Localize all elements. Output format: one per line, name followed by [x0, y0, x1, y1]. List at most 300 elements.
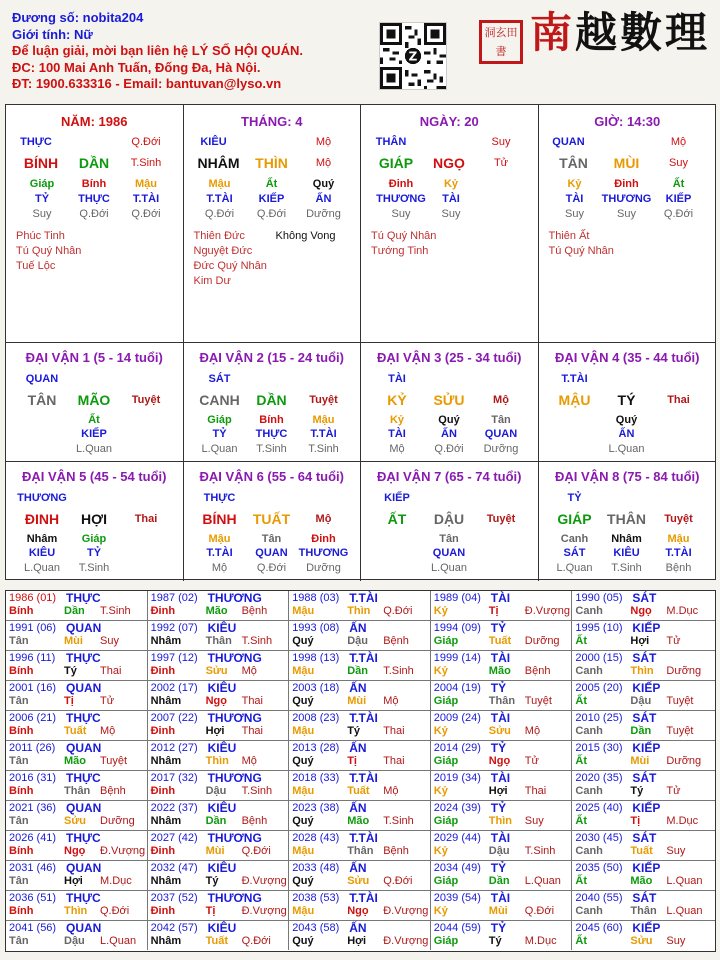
hidden-stem: Mậu: [135, 178, 157, 190]
year-cell[interactable]: [572, 681, 714, 710]
branch-status: Mộ: [315, 157, 332, 169]
year-ten-god: ẤN: [349, 861, 367, 875]
year-label: 2031 (46): [9, 862, 57, 874]
hidden-status: Mộ: [389, 443, 405, 455]
year-cell[interactable]: [289, 591, 431, 620]
cycle-stem: ĐINH: [24, 511, 60, 527]
cycle-god: T.TÀI: [561, 373, 588, 385]
year-label: 2040 (55): [575, 892, 623, 904]
hidden-status: Dưỡng: [306, 208, 341, 220]
year-status: T.Sinh: [100, 605, 131, 617]
year-row: [6, 891, 715, 921]
hidden-god: THƯƠNG: [601, 193, 652, 205]
year-cell[interactable]: [6, 861, 148, 890]
year-cell[interactable]: [289, 711, 431, 740]
star: Tú Quý Nhân: [16, 245, 82, 257]
hidden-stem: Đinh: [388, 178, 414, 190]
year-branch: Tý: [488, 935, 502, 947]
year-cell[interactable]: [431, 681, 573, 710]
year-ten-god: KIẾP: [632, 921, 661, 935]
year-cell[interactable]: [572, 591, 714, 620]
year-cell[interactable]: [289, 621, 431, 650]
year-stem: Đinh: [150, 905, 176, 917]
year-stem: Tân: [9, 635, 29, 647]
year-branch: Hợi: [347, 935, 367, 947]
year-stem: Mậu: [292, 845, 315, 857]
year-branch: Hợi: [64, 875, 83, 887]
year-branch: Hợi: [630, 635, 650, 647]
year-label: 2002 (17): [150, 682, 198, 694]
year-status: Thai: [524, 785, 547, 797]
year-row: [6, 831, 715, 861]
year-row: [6, 771, 715, 801]
year-branch: Mão: [64, 755, 86, 767]
year-cell[interactable]: [148, 591, 290, 620]
extra-star: Không Vong: [275, 230, 336, 242]
ten-god: THÂN: [375, 136, 407, 148]
year-branch: Thìn: [630, 665, 654, 677]
year-cell[interactable]: [289, 681, 431, 710]
hidden-stem: Quý: [312, 178, 335, 190]
year-status: Đ.Vượng: [100, 845, 146, 857]
year-status: Mộ: [241, 755, 257, 767]
pillar-2: [184, 105, 362, 343]
year-label: 1996 (11): [9, 652, 56, 664]
year-stem: Giáp: [433, 695, 459, 707]
year-stem: Nhâm: [150, 935, 182, 947]
year-cell[interactable]: [572, 921, 714, 950]
bazi-chart: [5, 104, 716, 580]
phone-email[interactable]: ĐT: 1900.633316 - Email: bantuvan@lyso.vn: [12, 76, 282, 91]
year-status: Suy: [524, 815, 544, 827]
year-status: Q.Đới: [100, 905, 130, 917]
year-cell[interactable]: [572, 741, 714, 770]
year-status: T.Sinh: [383, 815, 414, 827]
year-stem: Bính: [9, 905, 34, 917]
year-stem: Canh: [575, 905, 603, 917]
year-label: 2032 (47): [150, 862, 198, 874]
year-status: Đ.Vượng: [383, 935, 429, 947]
year-cell[interactable]: [572, 861, 714, 890]
year-status: Đ.Vượng: [383, 905, 429, 917]
year-cell[interactable]: [289, 771, 431, 800]
year-cell[interactable]: [6, 831, 148, 860]
year-cell[interactable]: [431, 891, 573, 920]
year-ten-god: THƯƠNG: [207, 711, 262, 725]
year-stem: Kỷ: [433, 845, 448, 857]
year-ten-god: KIÊU: [207, 921, 237, 935]
year-cell[interactable]: [6, 711, 148, 740]
year-cell[interactable]: [572, 651, 714, 680]
year-status: Suy: [666, 845, 686, 857]
earthly-branch: MÙI: [613, 155, 640, 171]
great-cycle-7[interactable]: [361, 462, 539, 581]
year-ten-god: KIÊU: [207, 861, 237, 875]
year-status: Tuyệt: [524, 695, 552, 707]
year-status: Tử: [666, 785, 681, 797]
year-cell[interactable]: [289, 651, 431, 680]
year-branch: Hợi: [205, 725, 225, 737]
year-stem: Giáp: [433, 815, 459, 827]
year-status: Thai: [383, 755, 405, 767]
year-status: Bệnh: [100, 785, 126, 797]
year-label: 2045 (60): [575, 922, 623, 934]
year-label: 2004 (19): [433, 682, 481, 694]
hidden-god: KIÊU: [28, 547, 56, 559]
year-status: Đ.Vượng: [241, 875, 287, 887]
year-stem: Đinh: [150, 845, 176, 857]
year-cell[interactable]: [289, 801, 431, 830]
year-cell[interactable]: [431, 921, 573, 950]
year-ten-god: SÁT: [632, 891, 657, 905]
hidden-status: Suy: [617, 208, 636, 220]
year-branch: Ngọ: [488, 755, 511, 767]
year-ten-god: SÁT: [632, 591, 657, 605]
year-cell[interactable]: [148, 681, 290, 710]
pillar-status: Mộ: [315, 136, 332, 148]
hidden-god: TỶ: [86, 547, 102, 559]
svg-text:Z: Z: [408, 49, 418, 64]
hidden-status: Q.Đới: [204, 208, 235, 220]
cycle-god: QUAN: [25, 373, 59, 385]
hidden-status: Q.Đới: [256, 208, 287, 220]
year-cell[interactable]: [6, 741, 148, 770]
cycle-stem: GIÁP: [557, 511, 592, 527]
star: Tú Quý Nhân: [371, 230, 437, 242]
year-stem: Ất: [575, 635, 587, 647]
star: Thiên Ất: [548, 230, 590, 242]
great-cycle-8[interactable]: [539, 462, 717, 581]
year-branch: Mùi: [64, 635, 83, 647]
year-label: 2033 (48): [292, 862, 340, 874]
branch-status: Suy: [669, 157, 688, 169]
hidden-god: TÀI: [565, 193, 584, 205]
hidden-stem: Ất: [265, 178, 278, 190]
year-ten-god: ẤN: [349, 741, 367, 755]
year-cell[interactable]: [148, 651, 290, 680]
owner-name: Đương số: nobita204: [12, 10, 144, 25]
year-ten-god: T.TÀI: [349, 891, 378, 905]
cycle-branch: TÝ: [617, 392, 636, 408]
hidden-stem: Giáp: [81, 533, 107, 545]
year-branch: Tị: [64, 695, 74, 707]
year-label: 1992 (07): [150, 622, 198, 634]
hidden-stem: Nhâm: [611, 533, 642, 545]
year-cell[interactable]: [6, 591, 148, 620]
year-cell[interactable]: [6, 681, 148, 710]
ten-god: THỰC: [20, 136, 52, 148]
year-label: 2000 (15): [575, 652, 623, 664]
hidden-god: THƯƠNG: [376, 193, 426, 205]
cycle-branch: SỬU: [433, 392, 465, 408]
year-cell[interactable]: [431, 621, 573, 650]
year-status: Q.Đới: [241, 845, 271, 857]
branch-status: Tử: [493, 157, 509, 169]
year-cell[interactable]: [148, 711, 290, 740]
year-branch: Ngọ: [205, 695, 227, 707]
heavenly-stem: GIÁP: [378, 155, 414, 171]
year-branch: Dậu: [205, 785, 227, 797]
year-ten-god: T.TÀI: [349, 651, 378, 665]
year-status: L.Quan: [100, 935, 137, 947]
cycle-branch: HỢI: [81, 511, 107, 527]
hidden-god: THỰC: [78, 193, 110, 205]
year-status: M.Dục: [100, 875, 132, 887]
brand-logo: [530, 10, 710, 56]
year-ten-god: ẤN: [349, 681, 367, 695]
year-cell[interactable]: [431, 741, 573, 770]
year-cell[interactable]: [431, 801, 573, 830]
year-ten-god: TÀI: [490, 651, 511, 665]
hidden-status: L.Quan: [430, 562, 468, 574]
hidden-stem: Quý: [438, 414, 460, 426]
cycle-title: ĐẠI VẬN 2 (15 - 24 tuổi): [199, 350, 344, 365]
cycle-stem: TÂN: [27, 392, 57, 408]
year-branch: Thân: [64, 785, 91, 797]
year-cell[interactable]: [148, 801, 290, 830]
year-stem: Quý: [292, 695, 314, 707]
cycle-god: THƯƠNG: [17, 492, 67, 504]
cycle-god: TỶ: [567, 492, 582, 504]
year-status: Tuyệt: [100, 755, 128, 767]
pillar-title: THÁNG: 4: [241, 114, 303, 129]
year-cell[interactable]: [572, 891, 714, 920]
year-label: 1993 (08): [292, 622, 340, 634]
year-cell[interactable]: [572, 771, 714, 800]
hidden-stem: Nhâm: [26, 533, 58, 545]
hidden-stem: Quý: [615, 414, 638, 426]
year-branch: Tý: [64, 665, 77, 677]
year-cell[interactable]: [148, 861, 290, 890]
cycle-stem: BÍNH: [202, 511, 237, 527]
year-branch: Mùi: [347, 695, 367, 707]
year-branch: Thìn: [64, 905, 88, 917]
year-stem: Canh: [575, 725, 603, 737]
year-stem: Giáp: [433, 755, 459, 767]
year-ten-god: TỶ: [490, 621, 507, 635]
hidden-stem: Kỷ: [567, 178, 582, 190]
year-cell[interactable]: [572, 831, 714, 860]
year-cell[interactable]: [6, 921, 148, 950]
year-stem: Kỷ: [433, 605, 448, 617]
hidden-stem: Tân: [439, 533, 459, 545]
year-ten-god: KIẾP: [632, 621, 661, 635]
year-cell[interactable]: [289, 861, 431, 890]
year-status: Thai: [241, 725, 263, 737]
year-label: 1990 (05): [575, 592, 623, 604]
year-status: T.Sinh: [241, 785, 273, 797]
year-status: Suy: [100, 635, 119, 647]
year-ten-god: KIẾP: [632, 741, 661, 755]
hidden-stem: Ất: [88, 414, 100, 426]
hidden-god: QUAN: [484, 428, 518, 440]
year-stem: Kỷ: [433, 725, 448, 737]
year-ten-god: TỶ: [490, 681, 507, 695]
year-ten-god: SÁT: [632, 831, 657, 845]
year-cell[interactable]: [289, 891, 431, 920]
qr-code-icon[interactable]: [379, 22, 447, 90]
year-ten-god: T.TÀI: [349, 831, 378, 845]
year-cell[interactable]: [572, 621, 714, 650]
year-cell[interactable]: [148, 921, 290, 950]
year-branch: Mão: [347, 815, 370, 827]
year-cell[interactable]: [572, 711, 714, 740]
hidden-god: TỶ: [212, 428, 227, 440]
year-status: Thai: [241, 695, 263, 707]
pillar-status: Suy: [491, 136, 511, 148]
year-ten-god: KIÊU: [207, 741, 237, 755]
year-cell[interactable]: [289, 831, 431, 860]
year-label: 2024 (39): [433, 802, 481, 814]
hidden-status: Q.Đới: [663, 208, 694, 220]
hidden-status: Dưỡng: [306, 562, 341, 574]
year-branch: Sửu: [347, 875, 370, 887]
year-branch: Tuất: [64, 725, 87, 737]
year-cell[interactable]: [148, 741, 290, 770]
year-stem: Mậu: [292, 725, 315, 737]
great-cycle-4[interactable]: [539, 343, 717, 462]
year-label: 2012 (27): [150, 742, 198, 754]
year-branch: Thân: [488, 695, 516, 707]
ten-god: KIÊU: [200, 136, 227, 148]
year-label: 2020 (35): [575, 772, 623, 784]
year-stem: Ất: [575, 755, 587, 767]
year-ten-god: THƯƠNG: [207, 831, 262, 845]
year-cell[interactable]: [148, 891, 290, 920]
year-branch: Dần: [488, 875, 510, 887]
year-status: M.Dục: [666, 815, 699, 827]
year-stem: Mậu: [292, 665, 315, 677]
great-cycle-6[interactable]: [184, 462, 362, 581]
star: Đức Quý Nhân: [193, 260, 267, 272]
year-status: Dưỡng: [524, 635, 560, 647]
year-ten-god: TÀI: [490, 711, 511, 725]
year-stem: Ất: [575, 875, 587, 887]
pillar-1: [6, 105, 184, 343]
year-cell[interactable]: [148, 831, 290, 860]
year-label: 1987 (02): [150, 592, 198, 604]
hidden-status: Mộ: [211, 562, 228, 574]
year-cell[interactable]: [6, 801, 148, 830]
year-label: 2021 (36): [9, 802, 57, 814]
star: Phúc Tinh: [16, 230, 65, 242]
year-stem: Kỷ: [433, 665, 448, 677]
year-stem: Nhâm: [150, 695, 182, 707]
year-cell[interactable]: [289, 921, 431, 950]
year-stem: Bính: [9, 725, 34, 737]
year-ten-god: ẤN: [349, 621, 367, 635]
year-cell[interactable]: [431, 591, 573, 620]
year-status: Mộ: [524, 725, 541, 737]
hidden-stem: Bính: [81, 178, 107, 190]
year-branch: Tuất: [205, 935, 228, 947]
year-status: Mộ: [241, 665, 257, 677]
year-branch: Ngọ: [64, 845, 86, 857]
hidden-god: ẤN: [618, 428, 635, 440]
year-cell[interactable]: [148, 621, 290, 650]
year-stem: Tân: [9, 875, 29, 887]
year-status: Bệnh: [241, 815, 268, 827]
year-cell[interactable]: [431, 831, 573, 860]
year-status: Q.Đới: [383, 875, 413, 887]
hidden-status: L.Quan: [201, 443, 238, 455]
year-branch: Dậu: [488, 845, 510, 857]
pillar-title: NGÀY: 20: [419, 114, 479, 129]
year-ten-god: QUAN: [66, 921, 102, 935]
year-ten-god: KIẾP: [632, 801, 661, 815]
year-label: 2027 (42): [150, 832, 198, 844]
year-status: Đ.Vượng: [241, 905, 287, 917]
header-info: [12, 10, 303, 93]
year-branch: Hợi: [488, 785, 508, 797]
hidden-god: TỶ: [34, 193, 50, 205]
year-cell[interactable]: [431, 861, 573, 890]
hidden-god: ẤN: [441, 428, 457, 440]
great-cycle-3[interactable]: [361, 343, 539, 462]
year-cell[interactable]: [431, 651, 573, 680]
hidden-stem: Giáp: [29, 178, 55, 190]
heavenly-stem: NHÂM: [197, 155, 240, 171]
year-status: Tử: [524, 755, 539, 767]
hidden-status: Q.Đới: [79, 208, 109, 220]
year-stem: Nhâm: [150, 815, 182, 827]
year-label: 2016 (31): [9, 772, 57, 784]
year-branch: Thìn: [488, 815, 513, 827]
cycle-title: ĐẠI VẬN 1 (5 - 14 tuổi): [25, 350, 163, 365]
year-status: Q.Đới: [524, 905, 555, 917]
hidden-stem: Mậu: [667, 533, 690, 545]
year-cell[interactable]: [431, 771, 573, 800]
hidden-status: T.Sinh: [611, 562, 642, 574]
earthly-branch: THÌN: [255, 155, 288, 171]
great-cycle-2[interactable]: [184, 343, 362, 462]
year-cell[interactable]: [6, 771, 148, 800]
star: Kim Dư: [193, 275, 231, 287]
year-stem: Tân: [9, 755, 29, 767]
year-branch: Thìn: [347, 605, 371, 617]
cycle-god: SÁT: [208, 373, 231, 385]
year-label: 2034 (49): [433, 862, 481, 874]
year-cell[interactable]: [148, 771, 290, 800]
cycle-status: Thai: [667, 394, 690, 406]
great-cycle-1[interactable]: [6, 343, 184, 462]
cycle-stem: KỶ: [387, 392, 407, 408]
great-cycle-5[interactable]: [6, 462, 184, 581]
year-status: Dưỡng: [666, 665, 702, 677]
cycle-stem: ẤT: [387, 511, 407, 527]
year-cell[interactable]: [6, 891, 148, 920]
year-cell[interactable]: [431, 711, 573, 740]
year-stem: Mậu: [292, 605, 315, 617]
year-stem: Nhâm: [150, 755, 182, 767]
year-ten-god: QUAN: [66, 681, 102, 695]
year-label: 2003 (18): [292, 682, 340, 694]
year-ten-god: QUAN: [66, 861, 102, 875]
year-cell[interactable]: [6, 651, 148, 680]
year-row: [6, 681, 715, 711]
year-status: Thai: [383, 725, 405, 737]
year-cell[interactable]: [572, 801, 714, 830]
year-branch: Sửu: [488, 725, 511, 737]
year-label: 2017 (32): [150, 772, 198, 784]
year-label: 2029 (44): [433, 832, 481, 844]
year-cell[interactable]: [289, 741, 431, 770]
year-label: 2030 (45): [575, 832, 623, 844]
year-label: 2025 (40): [575, 802, 623, 814]
year-cell[interactable]: [6, 621, 148, 650]
year-status: Bệnh: [241, 605, 268, 617]
year-ten-god: T.TÀI: [349, 771, 378, 785]
